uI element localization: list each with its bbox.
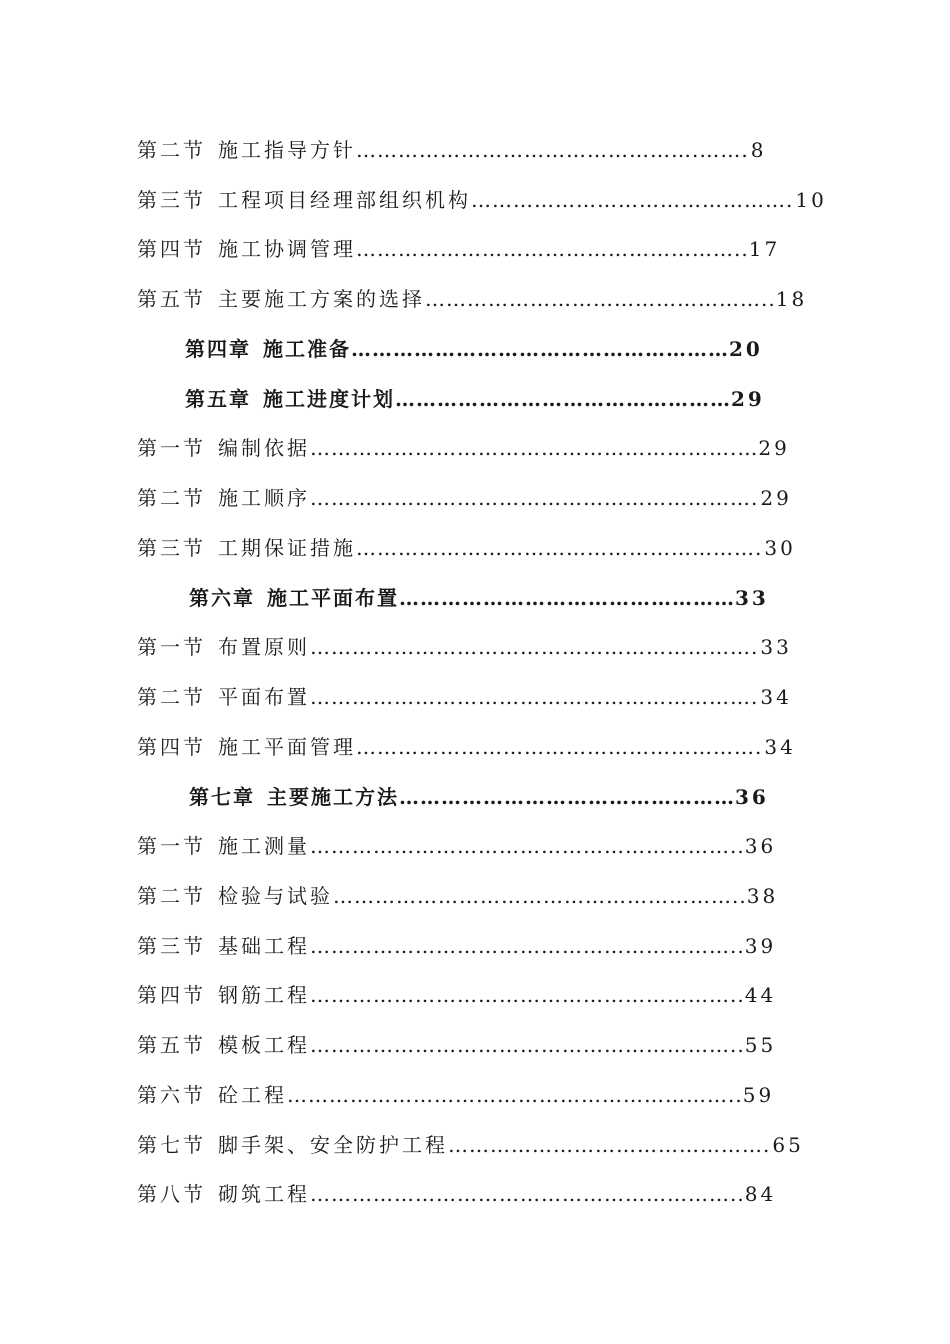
toc-entry-title: 砼工程 — [218, 1083, 287, 1107]
toc-page-number: 38 — [746, 884, 779, 908]
toc-leader-dots: ……………………………………………………….. — [287, 1083, 743, 1107]
toc-leader-dots: …………………………………………………….. — [310, 983, 745, 1007]
toc-leader-dots: ……………………………………………………… — [310, 685, 751, 709]
toc-leader-dots: ……………………………………………………… — [310, 635, 751, 659]
toc-entry-title: 布置原则 — [218, 635, 310, 659]
toc-leader-dots: ……………………………………………….. — [356, 237, 749, 261]
toc-entry-section[interactable] — [137, 1031, 776, 1059]
toc-entry-section[interactable] — [137, 136, 766, 164]
toc-entry-title: 平面布置 — [218, 685, 310, 709]
toc-page-number: 29 — [758, 436, 790, 460]
toc-entry-title: 施工协调管理 — [218, 237, 356, 261]
toc-entry-label: 第一节 — [137, 834, 206, 858]
toc-entry-chapter[interactable] — [189, 584, 769, 612]
toc-leader-dots: ………………………………………….. — [425, 287, 776, 311]
toc-leader-dots: ………………………………………………… — [356, 735, 755, 759]
toc-page-number: .34 — [755, 735, 796, 759]
toc-leader-dots: …………………………………………………….. — [310, 1033, 745, 1057]
toc-page-number: 20 — [729, 337, 763, 361]
toc-entry-label: 第二节 — [137, 884, 206, 908]
toc-page-number: 84 — [744, 1182, 777, 1206]
toc-entry-title: 编制依据 — [218, 436, 310, 460]
toc-entry-section[interactable] — [137, 434, 790, 462]
toc-leader-dots: …………………………………………………….. — [310, 834, 745, 858]
toc-leader-dots: ………………………………………………… — [356, 536, 755, 560]
toc-entry-label: 第二节 — [137, 685, 206, 709]
toc-entry-label: 第二节 — [137, 486, 206, 510]
toc-entry-section[interactable] — [137, 981, 776, 1009]
toc-entry-label: 第五节 — [137, 287, 206, 311]
toc-entry-title: 主要施工方法 — [267, 785, 399, 809]
toc-entry-title: 模板工程 — [218, 1033, 310, 1057]
toc-leader-dots: …………………………………………………….… — [310, 436, 759, 460]
toc-entry-label: 第四节 — [137, 735, 206, 759]
toc-page-number: .8 — [741, 138, 767, 162]
toc-entry-label: 第四章 — [185, 337, 251, 361]
toc-leader-dots: ………………………………………….…… — [356, 138, 742, 162]
toc-entry-title: 施工准备 — [263, 337, 351, 361]
toc-leader-dots: ……………………………………………… — [351, 337, 729, 361]
toc-entry-section[interactable] — [137, 235, 780, 263]
toc-entry-label: 第七节 — [137, 1133, 206, 1157]
toc-page-number: 55 — [744, 1033, 777, 1057]
toc-leader-dots: …………………………………………………….. — [310, 1182, 745, 1206]
toc-entry-label: 第四节 — [137, 983, 206, 1007]
toc-page-number: 39 — [744, 934, 777, 958]
toc-page-number: .33 — [751, 635, 792, 659]
toc-entry-section[interactable] — [137, 1081, 774, 1109]
toc-entry-label: 第六节 — [137, 1083, 206, 1107]
toc-page-number: .34 — [751, 685, 792, 709]
toc-entry-section[interactable] — [137, 186, 827, 214]
toc-page-number: .10 — [786, 188, 827, 212]
toc-leader-dots: ………………………………………… — [395, 387, 731, 411]
toc-entry-label: 第二节 — [137, 138, 206, 162]
toc-leader-dots: ……………………………………… — [448, 1133, 763, 1157]
toc-page-number: 44 — [744, 983, 777, 1007]
toc-entry-label: 第一节 — [137, 635, 206, 659]
toc-page-number: 29 — [731, 387, 765, 411]
toc-entry-section[interactable] — [137, 683, 792, 711]
toc-entry-section[interactable] — [137, 484, 792, 512]
toc-entry-label: 第七章 — [189, 785, 255, 809]
toc-page-number: 59 — [742, 1083, 775, 1107]
toc-entry-title: 脚手架、安全防护工程 — [218, 1133, 448, 1157]
toc-page-number: 36 — [744, 834, 777, 858]
toc-entry-title: 施工测量 — [218, 834, 310, 858]
toc-entry-section[interactable] — [137, 534, 796, 562]
toc-entry-title: 砌筑工程 — [218, 1182, 310, 1206]
toc-entry-title: 施工平面管理 — [218, 735, 356, 759]
toc-entry-label: 第六章 — [189, 586, 255, 610]
toc-leader-dots: ………………………………………………….. — [333, 884, 747, 908]
toc-entry-title: 工期保证措施 — [218, 536, 356, 560]
toc-leader-dots: ………………………………………… — [399, 586, 735, 610]
toc-entry-title: 检验与试验 — [218, 884, 333, 908]
toc-leader-dots: ……………………………………… — [471, 188, 786, 212]
toc-page-number: .30 — [755, 536, 796, 560]
toc-entry-label: 第一节 — [137, 436, 206, 460]
toc-entry-section[interactable] — [137, 932, 776, 960]
toc-entry-title: 主要施工方案的选择 — [218, 287, 425, 311]
toc-leader-dots: …………………………………………………….. — [310, 934, 745, 958]
toc-entry-section[interactable] — [137, 285, 807, 313]
toc-entry-title: 施工指导方针 — [218, 138, 356, 162]
toc-entry-title: 施工平面布置 — [267, 586, 399, 610]
toc-entry-section[interactable] — [137, 1131, 804, 1159]
toc-entry-chapter[interactable] — [189, 783, 769, 811]
toc-entry-chapter[interactable] — [185, 385, 765, 413]
toc-entry-title: 基础工程 — [218, 934, 310, 958]
toc-entry-section[interactable] — [137, 733, 796, 761]
toc-entry-label: 第八节 — [137, 1182, 206, 1206]
toc-page-number: 18 — [775, 287, 808, 311]
toc-entry-label: 第三节 — [137, 934, 206, 958]
toc-entry-label: 第三节 — [137, 188, 206, 212]
toc-entry-title: 施工进度计划 — [263, 387, 395, 411]
toc-entry-section[interactable] — [137, 1180, 776, 1208]
toc-page-number: 33 — [735, 586, 769, 610]
toc-entry-title: 钢筋工程 — [218, 983, 310, 1007]
toc-entry-label: 第四节 — [137, 237, 206, 261]
toc-page-number: .65 — [763, 1133, 804, 1157]
toc-page-number: 17 — [748, 237, 781, 261]
toc-entry-title: 工程项目经理部组织机构 — [218, 188, 471, 212]
toc-entry-section[interactable] — [137, 882, 778, 910]
toc-entry-section[interactable] — [137, 832, 776, 860]
toc-entry-label: 第五章 — [185, 387, 251, 411]
toc-leader-dots: ………………………………………… — [399, 785, 735, 809]
toc-page-number: 36 — [735, 785, 769, 809]
toc-entry-label: 第五节 — [137, 1033, 206, 1057]
toc-leader-dots: ……………………………………………………… — [310, 486, 751, 510]
toc-entry-title: 施工顺序 — [218, 486, 310, 510]
toc-entry-label: 第三节 — [137, 536, 206, 560]
toc-entry-chapter[interactable] — [185, 335, 763, 363]
toc-page-number: .29 — [751, 486, 792, 510]
toc-entry-section[interactable] — [137, 633, 792, 661]
